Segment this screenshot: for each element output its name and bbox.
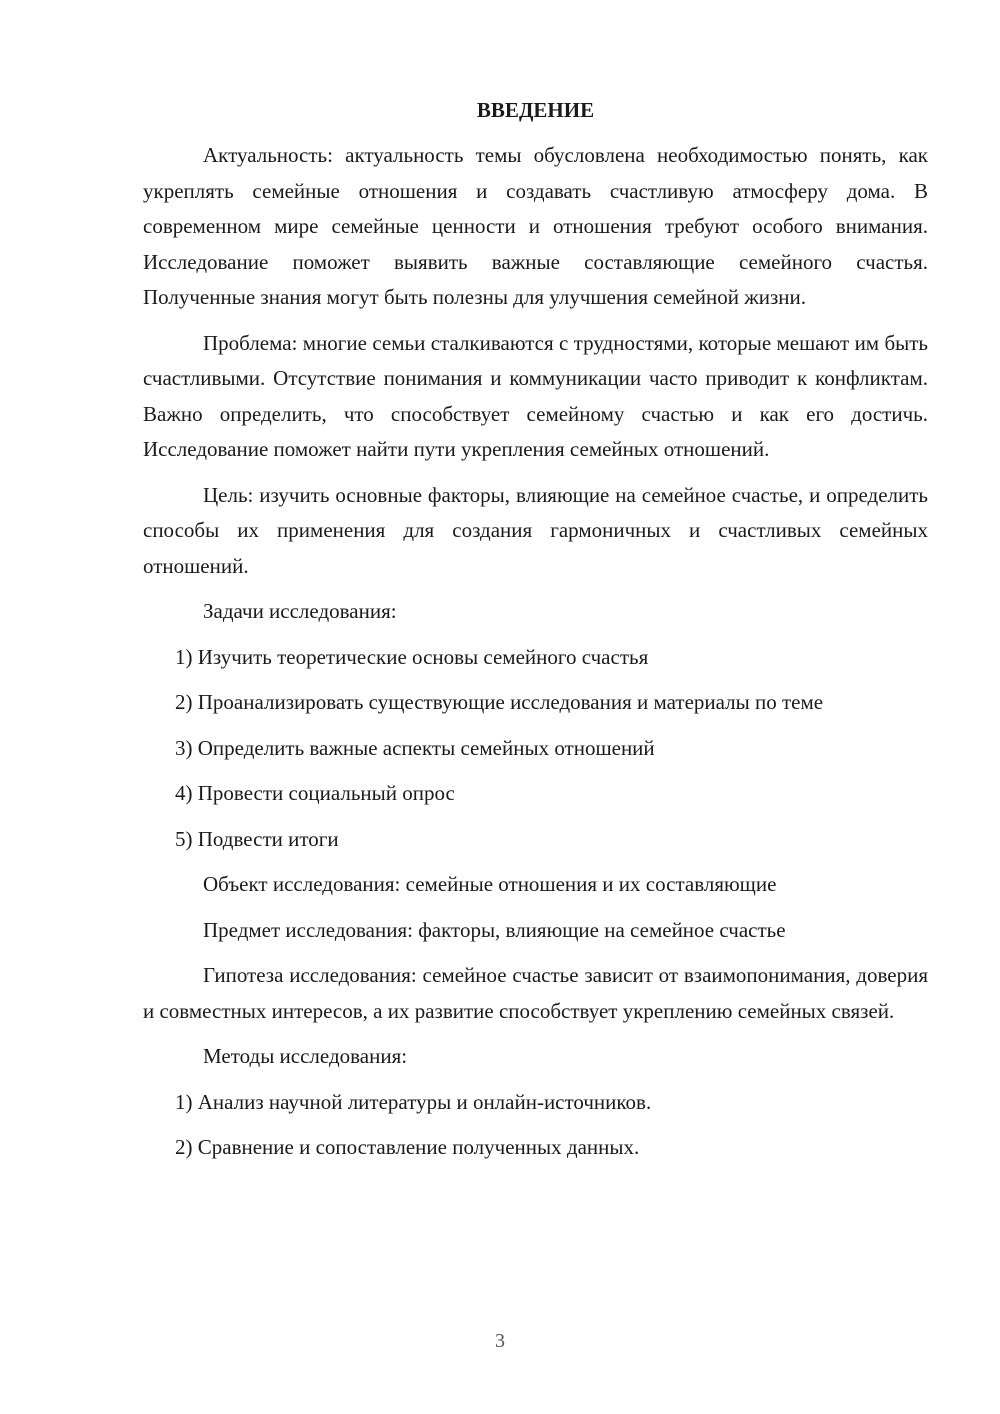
- tasks-heading: Задачи исследования:: [203, 599, 397, 623]
- subject-line: Предмет исследования: факторы, влияющие на семейное счастье: [203, 917, 786, 942]
- problem-paragraph: Проблема: многие семьи сталкиваются с трудностями, которые мешают им быть счастливыми. Отсутствие понимания и коммуникации часто приводит к конфликтам. Важно определить, что способствует семейному счастью и как его достичь. Исследование поможет найти пути укрепления семейных отношений.: [143, 330, 928, 461]
- object-line: Объект исследования: семейные отношения и их составляющие: [203, 872, 777, 896]
- relevance-paragraph: Актуальность: актуальность темы обусловлена необходимостью понять, как укреплять семейные отношения и создавать счастливую атмосферу дома. В современном мире семейные ценности и отношения требуют особого внимания. Исследование поможет выявить важные составляющие семейного счастья. Полученные знания могут быть полезны для улучшения семейной жизни.: [143, 143, 928, 309]
- task-item: 1) Изучить теоретические основы семейного счастья: [175, 644, 649, 669]
- document-page: [143, 92, 928, 1176]
- task-item: 4) Провести социальный опрос: [175, 781, 455, 805]
- page-title: ВВЕДЕНИЕ: [476, 98, 595, 122]
- method-item: 2) Сравнение и сопоставление полученных данных.: [175, 1135, 640, 1159]
- hypothesis-paragraph: Гипотеза исследования: семейное счастье зависит от взаимопонимания, доверия и совместных интересов, а их развитие способствует укреплению семейных связей.: [143, 963, 928, 1023]
- task-item: 2) Проанализировать существующие исследования и материалы по теме: [175, 690, 824, 714]
- page-number: 3: [495, 1330, 505, 1352]
- task-item: 5) Подвести итоги: [175, 826, 339, 851]
- goal-paragraph: Цель: изучить основные факторы, влияющие на семейное счастье, и определить способы их применения для создания гармоничных и счастливых семейных отношений.: [143, 482, 928, 578]
- methods-heading: Методы исследования:: [203, 1044, 408, 1068]
- task-item: 3) Определить важные аспекты семейных отношений: [175, 735, 655, 760]
- method-item: 1) Анализ научной литературы и онлайн-источников.: [175, 1089, 652, 1114]
